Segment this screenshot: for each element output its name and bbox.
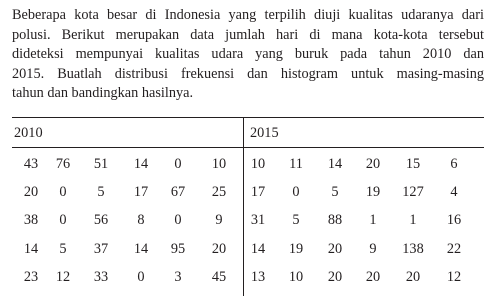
table-cell-2015: 1 — [409, 212, 417, 228]
year-2015-header: 2015 — [250, 125, 279, 141]
table-cell-2015: 4 — [450, 184, 458, 200]
table-cell-2015: 16 — [446, 212, 462, 228]
table-top-rule — [12, 117, 484, 118]
table-cell-2010: 20 — [211, 241, 227, 257]
table-cell-2010: 51 — [93, 156, 109, 172]
table-cell-2010: 0 — [59, 212, 67, 228]
table-cell-2015: 20 — [365, 269, 381, 285]
table-cell-2015: 10 — [288, 269, 304, 285]
table-cell-2010: 76 — [55, 156, 71, 172]
table-cell-2010: 0 — [174, 212, 182, 228]
table-cell-2010: 9 — [215, 212, 223, 228]
table-cell-2015: 127 — [402, 184, 424, 200]
table-cell-2015: 19 — [365, 184, 381, 200]
year-2010-header: 2010 — [14, 125, 43, 141]
table-cell-2010: 38 — [23, 212, 39, 228]
table-cell-2010: 17 — [133, 184, 149, 200]
table-cell-2010: 20 — [23, 184, 39, 200]
paragraph-line: dideteksi mempunyai kualitas udara yang buruk pada tahun 2010 dan — [12, 46, 484, 62]
paragraph-line: polusi. Berikut merupakan data jumlah hari di mana kota-kota tersebut — [12, 26, 484, 43]
table-cell-2015: 17 — [250, 184, 266, 200]
paragraph-line: tahun dan bandingkan hasilnya. — [12, 85, 194, 101]
table-cell-2010: 23 — [23, 269, 39, 285]
table-cell-2015: 12 — [446, 269, 462, 285]
table-cell-2010: 5 — [97, 184, 105, 200]
table-cell-2015: 14 — [250, 241, 266, 257]
table-cell-2010: 8 — [137, 212, 145, 228]
table-cell-2015: 15 — [405, 156, 421, 172]
table-cell-2015: 6 — [450, 156, 458, 172]
table-cell-2015: 10 — [250, 156, 266, 172]
table-cell-2015: 20 — [327, 269, 343, 285]
table-cell-2010: 14 — [133, 241, 149, 257]
table-cell-2010: 5 — [59, 241, 67, 257]
table-cell-2010: 45 — [211, 269, 227, 285]
table-cell-2015: 22 — [446, 241, 462, 257]
table-cell-2015: 13 — [250, 269, 266, 285]
table-cell-2015: 20 — [405, 269, 421, 285]
table-cell-2015: 5 — [331, 184, 339, 200]
table-cell-2010: 0 — [137, 269, 145, 285]
table-cell-2010: 14 — [23, 241, 39, 257]
table-cell-2010: 67 — [170, 184, 186, 200]
table-cell-2010: 14 — [133, 156, 149, 172]
table-cell-2010: 12 — [55, 269, 71, 285]
table-cell-2010: 0 — [59, 184, 67, 200]
table-cell-2015: 1 — [369, 212, 377, 228]
problem-paragraph — [12, 6, 484, 104]
table-cell-2010: 33 — [93, 269, 109, 285]
table-cell-2010: 43 — [23, 156, 39, 172]
table-cell-2015: 0 — [292, 184, 300, 200]
table-cell-2010: 25 — [211, 184, 227, 200]
paragraph-line: Beberapa kota besar di Indonesia yang terpilih diuji kualitas udaranya dari — [12, 7, 484, 23]
table-cell-2015: 14 — [327, 156, 343, 172]
table-cell-2015: 11 — [289, 156, 303, 172]
table-cell-2010: 37 — [93, 241, 109, 257]
table-cell-2015: 19 — [288, 241, 304, 257]
table-cell-2015: 138 — [402, 241, 424, 257]
table-cell-2010: 0 — [174, 156, 182, 172]
table-cell-2010: 3 — [174, 269, 182, 285]
table-cell-2015: 9 — [369, 241, 377, 257]
table-header-rule — [12, 147, 484, 148]
table-cell-2010: 10 — [211, 156, 227, 172]
table-cell-2015: 5 — [292, 212, 300, 228]
table-cell-2015: 20 — [365, 156, 381, 172]
table-cell-2015: 20 — [327, 241, 343, 257]
paragraph-line: 2015. Buatlah distribusi frekuensi dan histogram untuk masing-masing — [12, 65, 484, 82]
table-cell-2010: 95 — [170, 241, 186, 257]
table-cell-2015: 31 — [250, 212, 266, 228]
table-cell-2015: 88 — [327, 212, 343, 228]
table-cell-2010: 56 — [93, 212, 109, 228]
